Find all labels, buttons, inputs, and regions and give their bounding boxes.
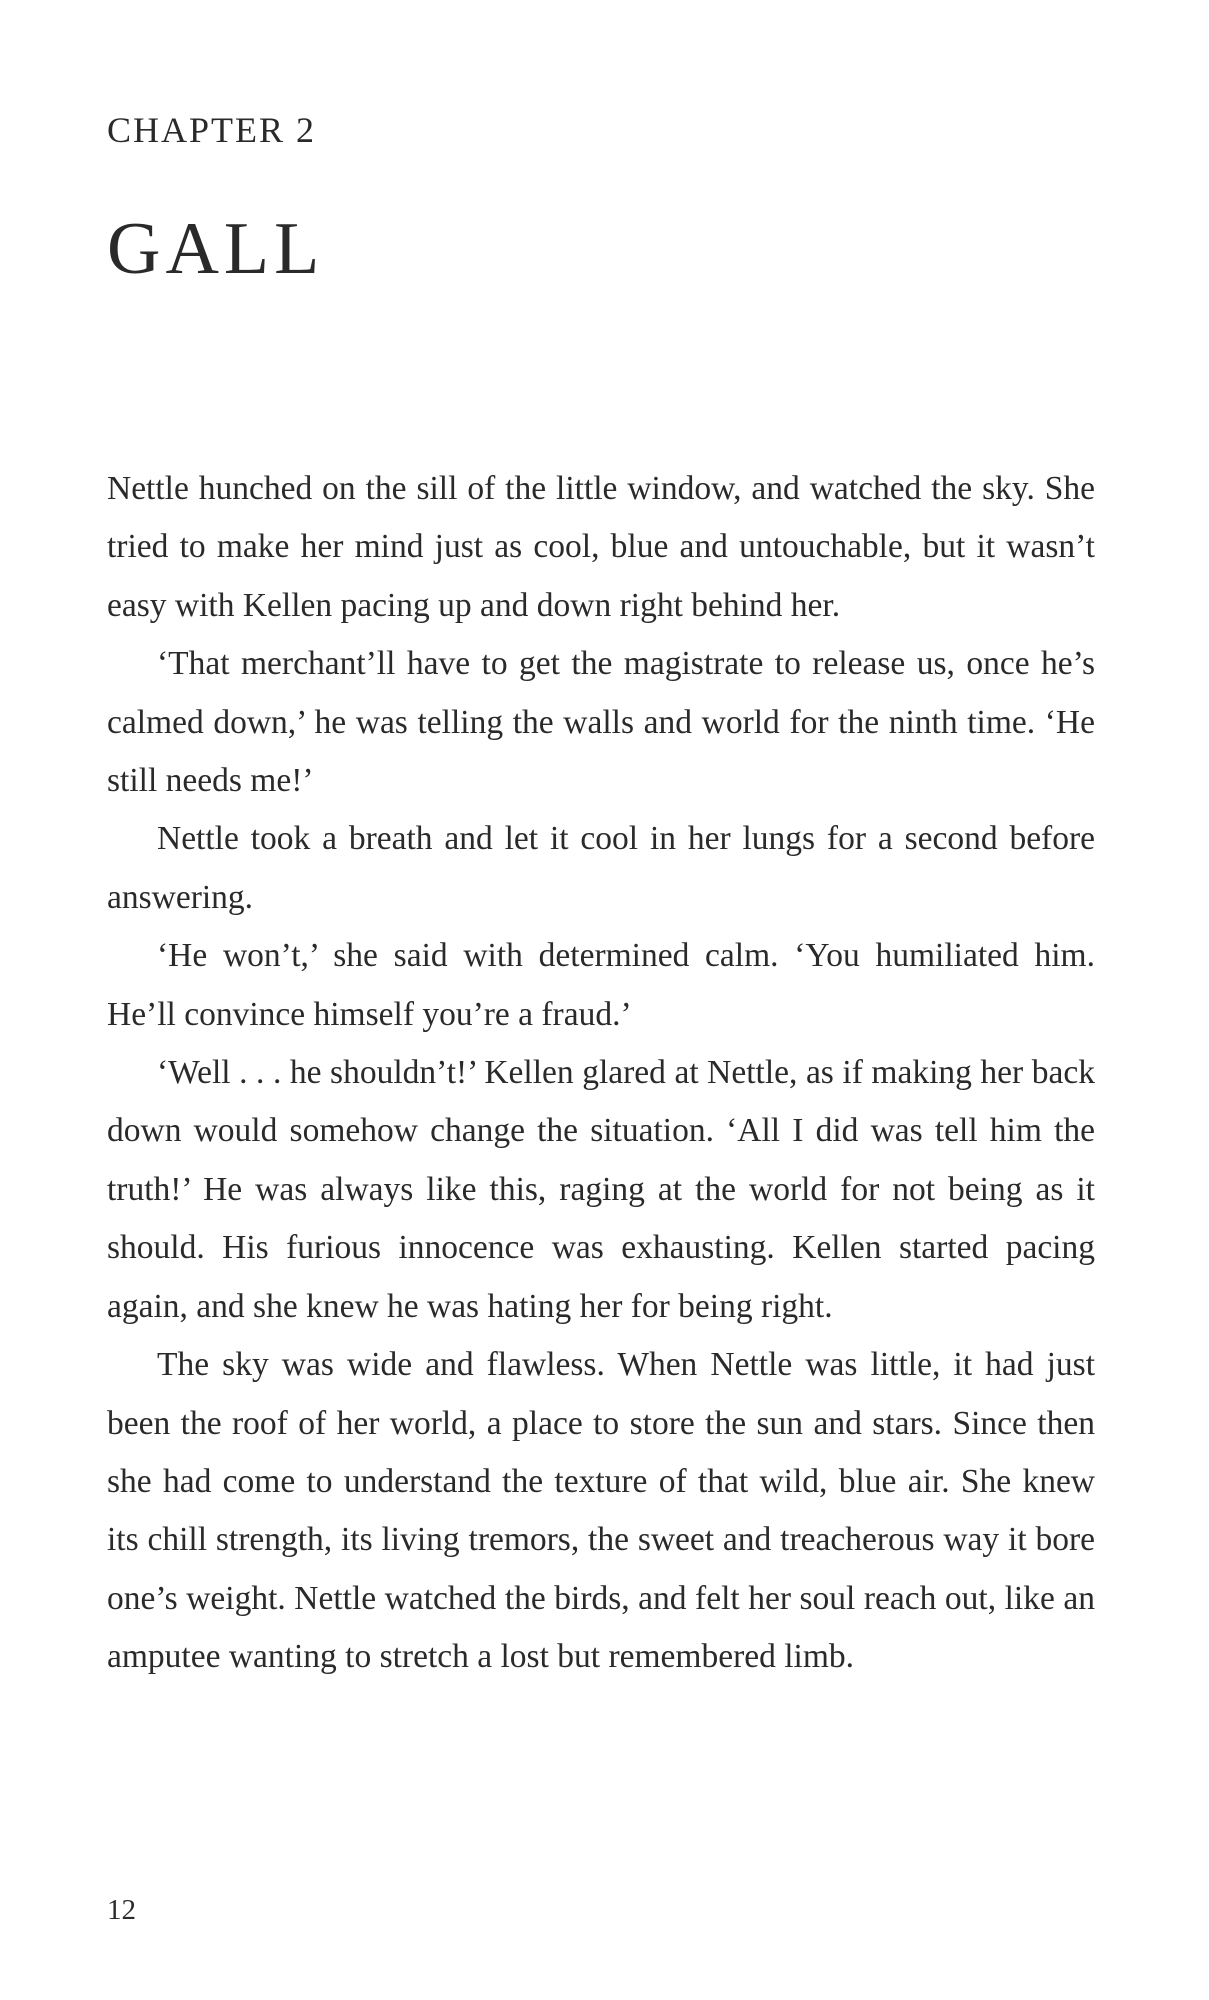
chapter-title: GALL [107,208,325,290]
page-number: 12 [107,1894,136,1926]
paragraph: Nettle took a breath and let it cool in her lungs for a second before answering. [107,820,1095,916]
chapter-label: CHAPTER 2 [107,110,317,150]
paragraph: The sky was wide and flawless. When Nettle was little, it had just been the roof of her world, a place to store the sun and stars. Since then she had come to understand the texture of that wild, blue air. She knew its chill strength, its living tremors, the sweet and treacherous way it bore one’s weight. Nettle watched the birds, and felt her soul reach out, like an amputee wanting to stretch a lost but remembered limb. [107,1346,1095,1676]
paragraph: ‘Well . . . he shouldn’t!’ Kellen glared at Nettle, as if making her back down would somehow change the situation. ‘All I did was tell him the truth!’ He was always like this, raging at the world for not being as it should. His furious innocence was exhausting. Kellen started pacing again, and she knew he was hating her for being right. [107,1054,1095,1325]
paragraph: ‘He won’t,’ she said with determined calm. ‘You humiliated him. He’ll convince himself you’re a fraud.’ [107,937,1095,1033]
chapter-body [107,460,1095,1687]
paragraph: Nettle hunched on the sill of the little window, and watched the sky. She tried to make her mind just as cool, blue and untouchable, but it wasn’t easy with Kellen pacing up and down right behind her. [107,470,1095,624]
paragraph: ‘That merchant’ll have to get the magistrate to release us, once he’s calmed down,’ he was telling the walls and world for the ninth time. ‘He still needs me!’ [107,645,1095,800]
